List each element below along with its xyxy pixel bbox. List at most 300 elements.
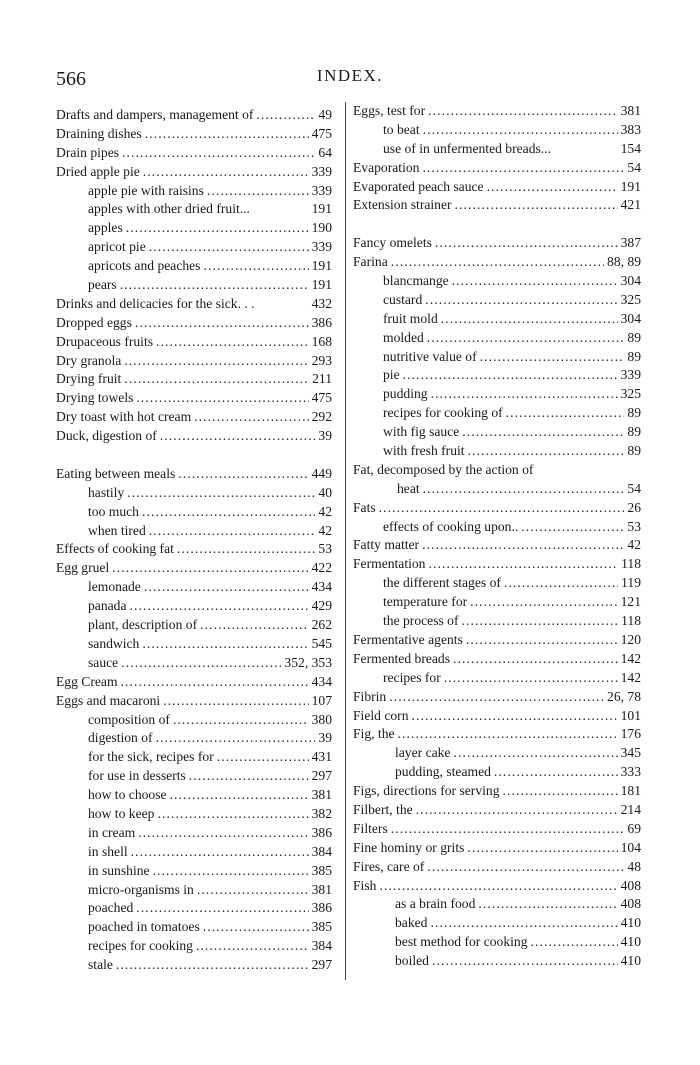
index-entry [56,125,332,144]
entry-term: apples [88,220,123,236]
entry-pages: 54 [627,480,641,496]
dot-leader [462,423,624,442]
entry-term: Dry toast with hot cream [56,409,192,425]
entry-pages: 104 [620,839,641,855]
dot-leader [173,711,309,730]
entry-pages: 190 [311,220,332,236]
entry-pages: 48 [627,858,641,874]
index-entry [56,295,332,314]
dot-leader [494,763,618,782]
entry-term: Fatty matter [353,537,420,553]
index-entry [56,635,332,654]
entry-pages: 191 [311,277,332,293]
index-entry [353,933,641,952]
entry-pages: 191 [311,258,332,274]
index-entry [56,219,332,238]
entry-term: Draining dishes [56,125,142,141]
dot-leader [200,616,309,635]
dot-leader [462,612,619,631]
entry-term: recipes for [383,669,441,685]
index-entry [56,918,332,937]
entry-term: with fig sauce [383,424,460,440]
entry-term: Evaporation [353,159,420,175]
index-entry [56,692,332,711]
entry-pages: 434 [311,673,332,689]
index-entry [56,729,332,748]
entry-pages: 339 [311,182,332,198]
index-entry [353,310,641,329]
entry-term: pie [383,367,400,383]
entry-term: Fish [353,877,377,893]
entry-term: Drying fruit [56,371,122,387]
entry-pages: 121 [620,594,641,610]
dot-leader [135,314,309,333]
dot-leader [432,952,618,971]
entry-term: to beat [383,121,420,137]
index-entry [56,503,332,522]
index-entry [353,725,641,744]
entry-term: apples with other dried fruit... [88,201,250,217]
entry-pages: 429 [311,598,332,614]
entry-term: pudding, steamed [395,764,491,780]
entry-term: Fermentative agents [353,631,463,647]
entry-pages: 380 [311,711,332,727]
dot-leader [398,725,618,744]
entry-term: as a brain food [395,896,476,912]
entry-term: Fat, decomposed by the action of [353,461,534,477]
entry-term: molded [383,329,424,345]
index-entry [56,163,332,182]
entry-pages: 410 [620,915,641,931]
entry-term: apricots and peaches [88,258,201,274]
dot-leader [504,574,618,593]
dot-leader [203,257,308,276]
entry-pages: 449 [311,465,332,481]
dot-leader [156,333,309,352]
entry-term: Filters [353,820,388,836]
dot-leader [503,782,618,801]
dot-leader [120,276,309,295]
index-entry [353,669,641,688]
index-entry [353,385,641,404]
index-entry [353,423,641,442]
entry-pages: 387 [620,235,641,251]
index-entry [56,899,332,918]
entry-pages: 297 [311,957,332,973]
dot-leader [468,442,625,461]
index-entry [56,786,332,805]
index-entry [56,881,332,900]
dot-leader [144,578,309,597]
dot-leader [124,352,308,371]
entry-pages: 262 [311,617,332,633]
entry-term: baked [395,915,428,931]
index-entry [56,408,332,427]
dot-leader [145,125,309,144]
index-entry [353,952,641,971]
dot-leader [170,786,309,805]
dot-leader [189,767,309,786]
index-entry [56,182,332,201]
entry-term: Fig, the [353,726,395,742]
entry-pages: 383 [620,121,641,137]
dot-leader [149,522,316,541]
entry-pages: 89 [627,443,641,459]
index-entry [56,862,332,881]
entry-pages: 292 [311,409,332,425]
entry-term: plant, description of [88,617,198,633]
entry-pages: 39 [318,730,332,746]
entry-pages: 53 [627,518,641,534]
entry-term: poached in tomatoes [88,919,200,935]
dot-leader [428,102,617,121]
index-entry [353,650,641,669]
entry-pages: 431 [311,749,332,765]
dot-leader [506,404,625,423]
index-column-right [353,102,641,971]
entry-term: digestion of [88,730,153,746]
index-entry [353,121,641,140]
index-entry [353,820,641,839]
entry-pages: 42 [318,522,332,538]
entry-term: nutritive value of [383,348,477,364]
entry-term: Fermentation [353,556,426,572]
entry-pages: 142 [620,650,641,666]
index-entry [353,914,641,933]
entry-term: for the sick, recipes for [88,749,214,765]
entry-pages: 26, 78 [607,688,641,704]
entry-term: for use in desserts [88,768,186,784]
dot-leader [130,597,309,616]
entry-pages: 545 [311,635,332,651]
entry-term: custard [383,291,423,307]
running-head: INDEX. [316,66,384,85]
entry-term: Drain pipes [56,144,120,160]
entry-term: in sunshine [88,862,150,878]
dot-leader [124,370,309,389]
entry-pages: 386 [311,900,332,916]
entry-term: apple pie with raisins [88,182,204,198]
index-entry [353,442,641,461]
entry-pages: 107 [311,692,332,708]
entry-pages: 386 [311,824,332,840]
index-entry [353,480,641,499]
entry-term: recipes for cooking [88,938,193,954]
entry-term: when tired [88,522,146,538]
dot-leader [427,329,625,348]
index-entry [353,196,641,215]
entry-term: the different stages of [383,575,501,591]
entry-term: Figs, directions for serving [353,783,500,799]
entry-term: the process of [383,613,459,629]
index-entry [56,333,332,352]
entry-term: how to choose [88,787,167,803]
entry-term: Drupaceous fruits [56,333,154,349]
dot-leader [194,408,308,427]
index-entry [353,688,641,707]
dot-leader [157,805,308,824]
entry-pages: 142 [620,669,641,685]
entry-term: lemonade [88,579,141,595]
entry-pages: 42 [318,503,332,519]
entry-pages: 408 [620,877,641,893]
dot-leader [425,291,617,310]
section-gap [56,446,332,465]
entry-term: Fibrin [353,688,387,704]
dot-leader [153,862,309,881]
dot-leader [403,366,618,385]
dot-leader [196,937,309,956]
entry-pages: 297 [311,768,332,784]
index-entry [56,200,332,219]
dot-leader [126,219,309,238]
entry-pages: 89 [627,329,641,345]
dot-leader [478,895,617,914]
entry-term: Drafts and dampers, management of [56,107,254,122]
entry-pages: 385 [311,919,332,935]
index-entry [56,370,332,389]
entry-pages: 339 [620,367,641,383]
entry-pages: 191 [311,201,332,217]
entry-term: Farina [353,254,388,270]
dot-leader [112,559,308,578]
index-entry [56,805,332,824]
dot-leader [452,272,618,291]
entry-pages: 408 [620,896,641,912]
entry-pages: 89 [627,348,641,364]
index-entry [353,102,641,121]
index-entry [56,711,332,730]
index-entry [56,106,332,125]
entry-pages: 89 [627,405,641,421]
index-entry [353,631,641,650]
dot-leader [149,238,309,257]
index-entry [353,895,641,914]
entry-term: Duck, digestion of [56,428,157,444]
index-entry [353,253,641,272]
entry-term: layer cake [395,745,451,761]
index-entry [56,389,332,408]
entry-pages: 214 [620,801,641,817]
entry-pages: 381 [620,103,641,118]
index-entry [353,329,641,348]
index-entry [353,763,641,782]
index-entry [353,272,641,291]
entry-term: poached [88,900,134,916]
dot-leader [163,692,308,711]
dot-leader [389,688,604,707]
entry-term: use of in unfermented breads... [383,140,551,156]
entry-term: hastily [88,484,125,500]
dot-leader [412,707,618,726]
dot-leader [138,824,308,843]
index-entry [56,238,332,257]
index-entry [353,612,641,631]
index-entry [353,536,641,555]
entry-pages: 325 [620,386,641,402]
dot-leader [142,503,315,522]
index-entry [353,593,641,612]
entry-pages: 434 [311,579,332,595]
entry-term: pudding [383,386,428,402]
dot-leader [391,253,604,272]
entry-term: in cream [88,824,136,840]
dot-leader [422,536,624,555]
entry-term: best method for cooking [395,934,528,950]
entry-pages: 345 [620,745,641,761]
dot-leader [207,182,309,201]
dot-leader [435,234,618,253]
entry-term: Effects of cooking fat [56,541,174,557]
dot-leader [217,748,309,767]
entry-term: Fats [353,499,376,515]
dot-leader [143,163,309,182]
entry-pages: 181 [620,783,641,799]
dot-leader [379,499,625,518]
entry-pages: 385 [311,862,332,878]
index-entry [56,314,332,333]
entry-term: in shell [88,843,128,859]
entry-term: Fancy omelets [353,235,432,251]
dot-leader [136,899,308,918]
index-entry [353,291,641,310]
entry-term: apricot pie [88,239,146,255]
entry-pages: 339 [311,239,332,255]
entry-term: blancmange [383,273,449,289]
entry-term: Drinks and delicacies for the sick. . . [56,295,255,311]
entry-term: Dropped eggs [56,314,132,330]
dot-leader [453,650,618,669]
index-entry [56,559,332,578]
index-entry [353,707,641,726]
entry-pages: 176 [620,726,641,742]
page-number: 566 [56,68,86,90]
dot-leader [531,933,618,952]
index-entry [56,597,332,616]
entry-term: Fires, care of [353,858,425,874]
dot-leader [423,480,625,499]
entry-term: effects of cooking upon.. [383,518,519,534]
dot-leader [423,121,618,140]
dot-leader [466,631,618,650]
dot-leader [480,348,625,367]
entry-pages: 191 [620,178,641,194]
entry-pages: 53 [318,541,332,557]
entry-pages: 119 [621,575,641,591]
entry-term: Extension strainer [353,197,452,213]
dot-leader [116,956,309,975]
index-entry [56,276,332,295]
index-entry [56,673,332,692]
dot-leader [177,540,316,559]
index-entry [56,522,332,541]
entry-term: temperature for [383,594,468,610]
dot-leader [455,196,618,215]
dot-leader [142,635,308,654]
dot-leader [453,744,617,763]
entry-term: panada [88,598,127,614]
dot-leader [521,518,624,537]
dot-leader [422,159,624,178]
entry-term: recipes for cooking of [383,405,503,421]
entry-term: Filbert, the [353,801,413,817]
entry-pages: 339 [311,163,332,179]
index-entry [353,877,641,896]
dot-leader [203,918,309,937]
entry-pages: 304 [620,310,641,326]
dot-leader [127,484,315,503]
index-entry [353,801,641,820]
entry-pages: 422 [311,560,332,576]
entry-pages: 304 [620,273,641,289]
entry-pages: 26 [627,499,641,515]
index-entry [56,465,332,484]
entry-pages: 475 [311,125,332,141]
entry-term: too much [88,503,139,519]
dot-leader [487,178,618,197]
entry-term: Egg gruel [56,560,110,576]
index-entry [56,427,332,446]
index-entry [56,352,332,371]
index-entry [56,843,332,862]
entry-term: heat [397,480,420,496]
dot-leader [441,310,618,329]
entry-term: Evaporated peach sauce [353,178,484,194]
entry-term: Egg Cream [56,673,118,689]
entry-pages: 381 [311,881,332,897]
index-entry [353,404,641,423]
entry-term: Eggs and macaroni [56,692,161,708]
entry-term: fruit mold [383,310,438,326]
index-entry [56,748,332,767]
entry-term: boiled [395,953,429,969]
dot-leader [131,843,309,862]
dot-leader [416,801,618,820]
index-entry [353,461,641,480]
index-entry [353,366,641,385]
dot-leader [467,839,617,858]
entry-pages: 382 [311,805,332,821]
entry-pages: 293 [311,352,332,368]
dot-leader [122,144,315,163]
entry-pages: 333 [620,764,641,780]
index-entry [56,956,332,975]
entry-pages: 64 [318,144,332,160]
entry-pages: 384 [311,843,332,859]
index-entry [353,140,641,159]
entry-term: sandwich [88,635,140,651]
dot-leader [121,673,309,692]
index-entry [353,858,641,877]
entry-pages: 101 [620,707,641,723]
dot-leader [379,877,617,896]
dot-leader [428,555,618,574]
dot-leader [430,914,617,933]
entry-pages: 432 [311,295,332,311]
entry-pages: 40 [318,484,332,500]
index-column-left [56,106,332,975]
dot-leader [197,881,309,900]
entry-term: sauce [88,654,119,670]
index-entry [56,257,332,276]
index-entry [353,348,641,367]
dot-leader [391,820,625,839]
entry-pages: 421 [620,197,641,213]
entry-pages: 475 [311,390,332,406]
entry-pages: 211 [312,371,332,387]
entry-pages: 42 [627,537,641,553]
entry-term: stale [88,957,113,973]
